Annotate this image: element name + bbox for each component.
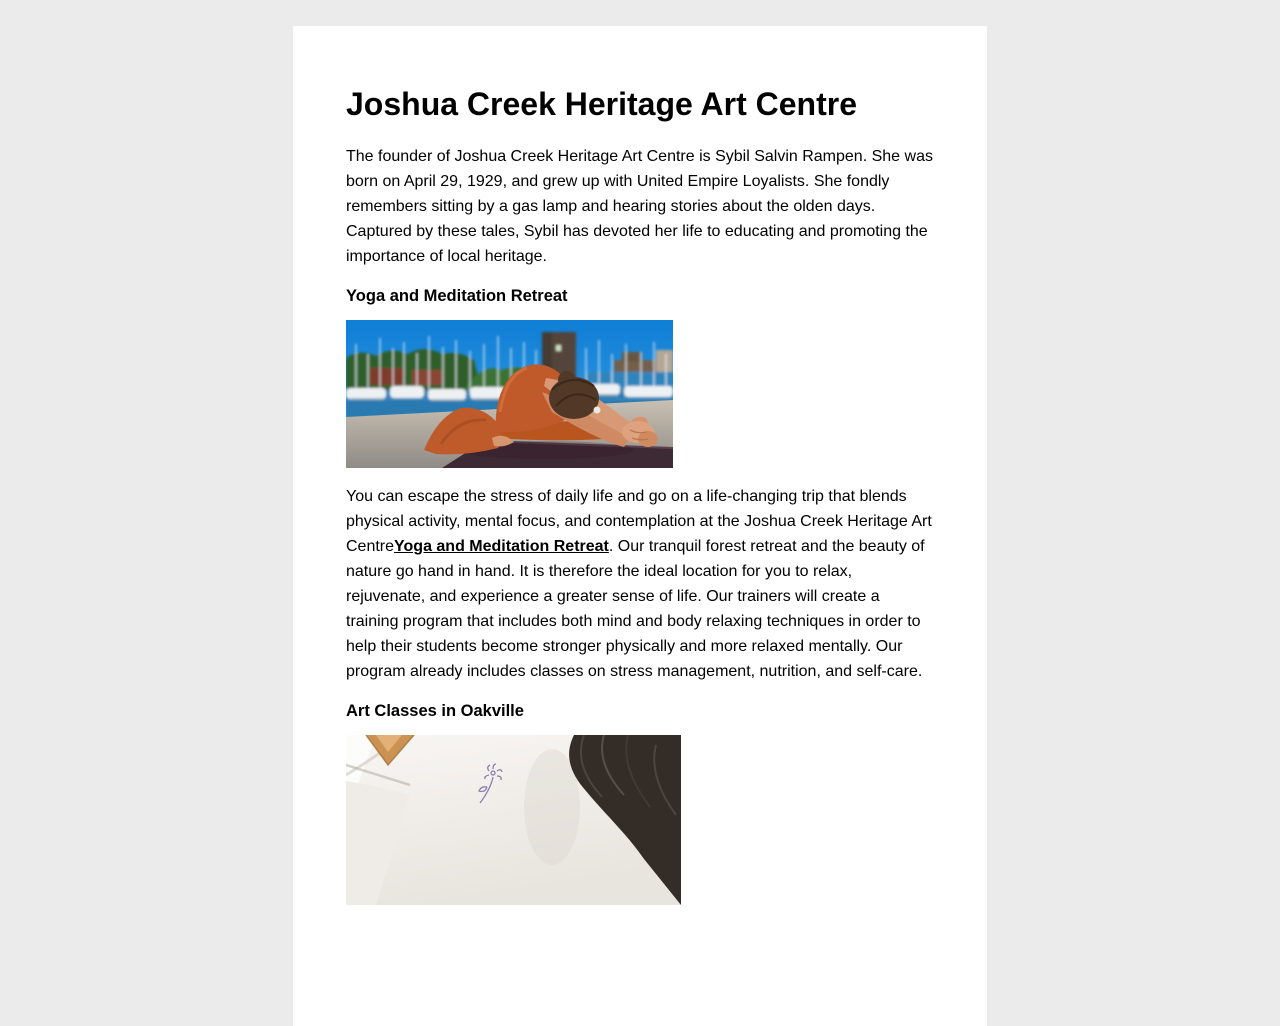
yoga-text-before-link: You can escape the stress of daily life and go on a life-changing trip that blends physical activity, mental focus, and contemplation at the Joshua Creek Heritage Art Centre (346, 488, 932, 555)
intro-paragraph: The founder of Joshua Creek Heritage Art Centre is Sybil Salvin Rampen. She was born on April 29, 1929, and grew up with United Empire Loyalists. She fondly remembers sitting by a gas lamp and hearing stories about the olden days. Captured by these tales, Sybil has devoted her life to educating and promoting the importance of local heritage. (346, 148, 933, 265)
yoga-text-after-link: . Our tranquil forest retreat and the beauty of nature go hand in hand. It is therefore the ideal location for you to relax, rejuvenate, and experience a greater sense of life. Our trainers will create a training program that includes both mind and body relaxing techniques in order to help their students become stronger physically and more relaxed mentally. Our program already includes classes on stress management, nutrition, and self-care. (346, 538, 925, 680)
section-heading-art-classes: Art Classes in Oakville (346, 702, 524, 720)
yoga-paragraph (346, 484, 934, 684)
yoga-retreat-image (346, 320, 934, 468)
yoga-retreat-illustration (346, 320, 673, 468)
content-card (293, 26, 987, 1026)
page-title: Joshua Creek Heritage Art Centre (346, 86, 857, 122)
art-class-illustration (346, 735, 681, 905)
yoga-retreat-link[interactable]: Yoga and Meditation Retreat (394, 538, 609, 555)
section-heading-yoga: Yoga and Meditation Retreat (346, 287, 568, 305)
art-class-image (346, 735, 934, 905)
